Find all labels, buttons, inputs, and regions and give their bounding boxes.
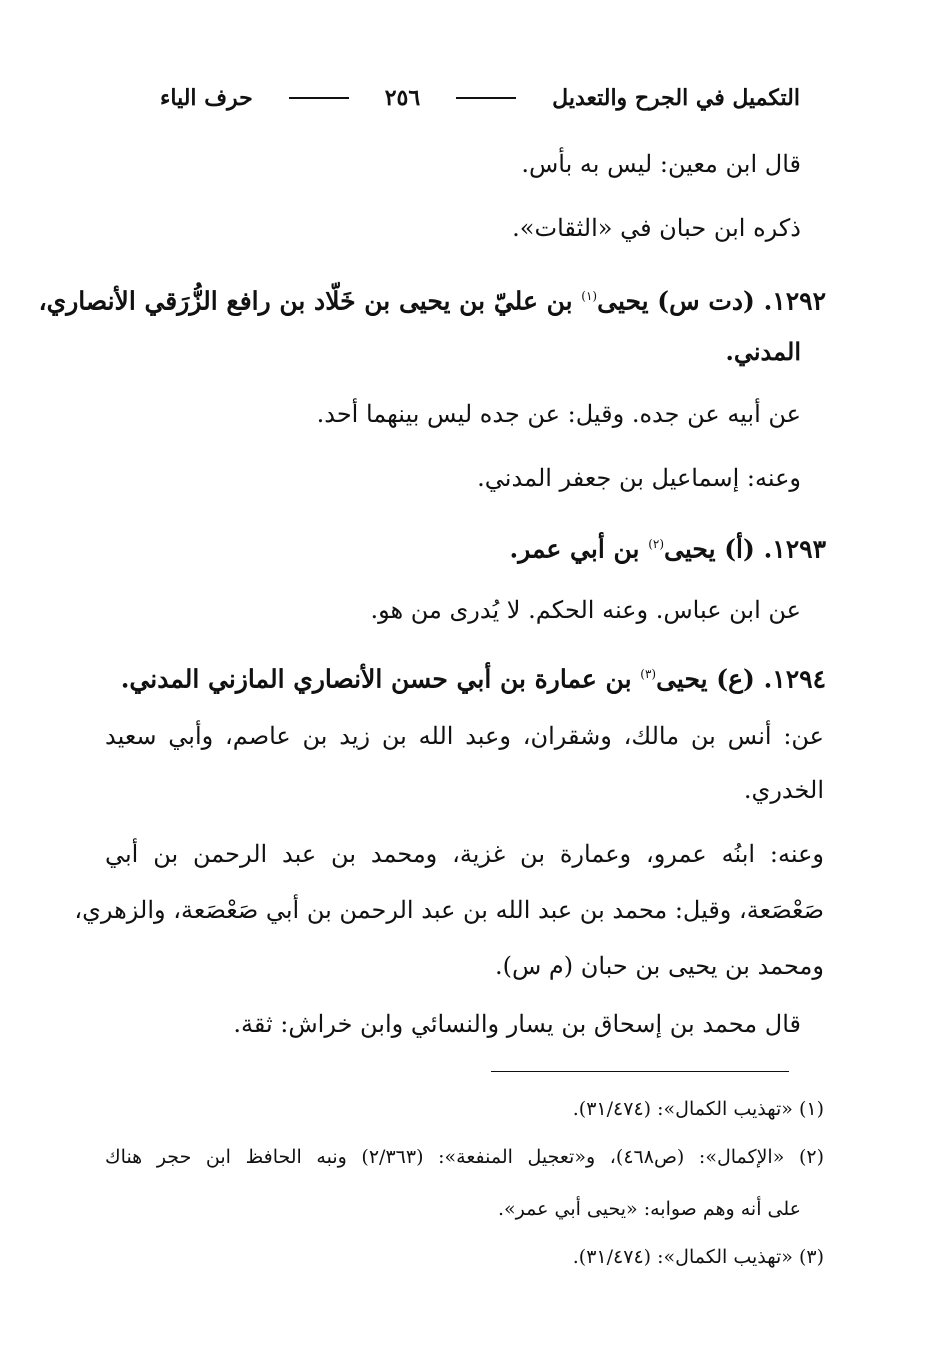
entry-name: (أ) يحيى xyxy=(664,534,755,564)
footnote-1: (١) «تهذيب الكمال»: (٣١/٤٧٤). xyxy=(572,1098,824,1120)
entry-1294-heading xyxy=(121,654,826,699)
footnote-2-cont: على أنه وهم صوابه: «يحيى أبي عمر». xyxy=(497,1198,801,1220)
footnote-separator xyxy=(491,1071,789,1072)
header-section-title: حرف الياء xyxy=(160,85,253,111)
entry-number: ١٢٩٤. xyxy=(763,664,826,694)
text-line: وعنه: ابنُه عمرو، وعمارة بن غزية، ومحمد بن عبد الرحمن بن أبي xyxy=(105,840,824,868)
text-line: قال محمد بن إسحاق بن يسار والنسائي وابن خراش: ثقة. xyxy=(233,1010,801,1038)
entry-1293-heading xyxy=(509,524,826,569)
entry-name-rest: بن عمارة بن أبي حسن الأنصاري المازني المدني. xyxy=(120,664,632,694)
text-line: عن: أنس بن مالك، وشقران، وعبد الله بن زيد بن عاصم، وأبي سعيد xyxy=(105,722,824,750)
text-line: ومحمد بن يحيى بن حبان (م س). xyxy=(494,952,824,980)
text-line: عن ابن عباس. وعنه الحكم. لا يُدرى من هو. xyxy=(370,596,801,624)
header-separator-left xyxy=(289,97,349,99)
footnote-ref: (٢) xyxy=(648,537,665,551)
footnote-3: (٣) «تهذيب الكمال»: (٣١/٤٧٤). xyxy=(572,1246,824,1268)
entry-name-rest: بن أبي عمر. xyxy=(509,534,640,564)
entry-number: ١٢٩٣. xyxy=(763,534,826,564)
running-header xyxy=(160,78,800,118)
header-separator-right xyxy=(456,97,516,99)
entry-1292-heading-cont: المدني. xyxy=(725,337,801,366)
text-line: صَعْصَعة، وقيل: محمد بن عبد الله بن عبد الرحمن بن أبي صَعْصَعة، والزهري، xyxy=(74,896,824,924)
entry-name-rest: بن عليّ بن يحيى بن خَلّاد بن رافع الزُّرَقي الأنصاري، xyxy=(38,286,573,316)
text-line: عن أبيه عن جده. وقيل: عن جده ليس بينهما أحد. xyxy=(316,400,801,428)
entry-name: (دت س) يحيى xyxy=(597,286,755,316)
text-line: وعنه: إسماعيل بن جعفر المدني. xyxy=(477,464,801,492)
text-line: ذكره ابن حبان في «الثقات». xyxy=(512,214,801,242)
footnote-ref: (٣) xyxy=(640,667,657,681)
entry-name: (ع) يحيى xyxy=(656,664,755,694)
entry-1292-heading xyxy=(39,276,826,321)
footnote-2: (٢) «الإكمال»: (ص٤٦٨)، و«تعجيل المنفعة»: (٢/٣٦٣) ونبه الحافظ ابن حجر هناك xyxy=(105,1146,824,1168)
text-line: قال ابن معين: ليس به بأس. xyxy=(521,150,801,178)
entry-number: ١٢٩٢. xyxy=(763,286,826,316)
header-book-title: التكميل في الجرح والتعديل xyxy=(552,85,800,111)
header-page-number: ٢٥٦ xyxy=(384,85,421,111)
text-line: الخدري. xyxy=(743,776,824,804)
footnote-ref: (١) xyxy=(581,289,598,303)
